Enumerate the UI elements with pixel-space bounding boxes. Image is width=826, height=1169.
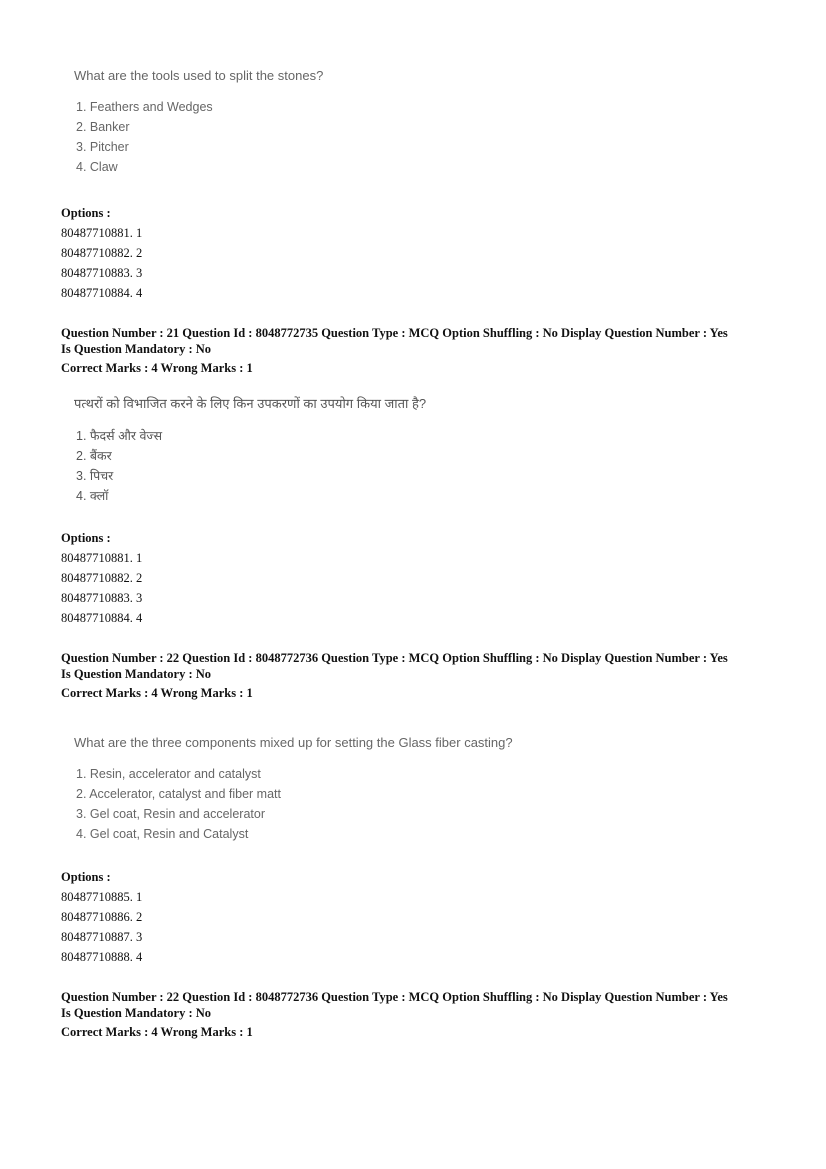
option-row: 80487710883. 3 <box>61 266 143 280</box>
question-choices <box>74 426 426 506</box>
choice-item: 4. क्लॉ <box>76 489 109 503</box>
options-list <box>61 529 801 628</box>
question-marks: Correct Marks : 4 Wrong Marks : 1 <box>61 361 253 375</box>
question-meta-line: Question Number : 22 Question Id : 8048772736 Question Type : MCQ Option Shuffling : No Display Question Number : Yes <box>61 990 728 1004</box>
options-label: Options : <box>61 870 111 884</box>
choice-item: 3. पिचर <box>76 469 114 483</box>
choice-item: 3. Gel coat, Resin and accelerator <box>76 807 265 821</box>
option-row: 80487710884. 4 <box>61 611 143 625</box>
choice-item: 4. Claw <box>76 160 118 174</box>
question-header <box>61 326 801 376</box>
question-header <box>61 990 801 1040</box>
question-image <box>74 735 513 844</box>
choice-item: 2. Banker <box>76 120 130 134</box>
question-image <box>74 68 323 177</box>
question-meta-line: Question Number : 22 Question Id : 8048772736 Question Type : MCQ Option Shuffling : No Display Question Number : Yes <box>61 651 728 665</box>
question-mandatory: Is Question Mandatory : No <box>61 1005 212 1020</box>
option-row: 80487710888. 4 <box>61 950 143 964</box>
choice-item: 3. Pitcher <box>76 140 129 154</box>
option-row: 80487710886. 2 <box>61 910 143 924</box>
question-marks: Correct Marks : 4 Wrong Marks : 1 <box>61 1025 253 1039</box>
question-stem: पत्थरों को विभाजित करने के लिए किन उपकरणों का उपयोग किया जाता है? <box>74 396 427 411</box>
option-row: 80487710882. 2 <box>61 246 143 260</box>
question-stem: What are the tools used to split the stones? <box>74 68 324 83</box>
choice-item: 2. बैंकर <box>76 449 112 463</box>
question-marks: Correct Marks : 4 Wrong Marks : 1 <box>61 686 253 700</box>
question-stem: What are the three components mixed up for setting the Glass fiber casting? <box>74 735 513 750</box>
question-header <box>61 651 801 701</box>
option-row: 80487710887. 3 <box>61 930 143 944</box>
options-list <box>61 204 801 303</box>
choice-item: 4. Gel coat, Resin and Catalyst <box>76 827 249 841</box>
question-mandatory: Is Question Mandatory : No <box>61 666 212 681</box>
option-row: 80487710881. 1 <box>61 551 143 565</box>
option-row: 80487710883. 3 <box>61 591 143 605</box>
options-list <box>61 868 801 967</box>
question-choices <box>74 764 513 844</box>
option-row: 80487710884. 4 <box>61 286 143 300</box>
option-row: 80487710885. 1 <box>61 890 143 904</box>
question-mandatory: Is Question Mandatory : No <box>61 341 212 356</box>
choice-item: 1. Feathers and Wedges <box>76 100 213 114</box>
options-label: Options : <box>61 531 111 545</box>
question-choices <box>74 97 323 177</box>
question-meta-line: Question Number : 21 Question Id : 8048772735 Question Type : MCQ Option Shuffling : No Display Question Number : Yes <box>61 326 728 340</box>
option-row: 80487710882. 2 <box>61 571 143 585</box>
choice-item: 1. फैदर्स और वेज्स <box>76 429 163 443</box>
options-label: Options : <box>61 206 111 220</box>
choice-item: 2. Accelerator, catalyst and fiber matt <box>76 787 281 801</box>
choice-item: 1. Resin, accelerator and catalyst <box>76 767 261 781</box>
option-row: 80487710881. 1 <box>61 226 143 240</box>
question-image <box>74 394 426 506</box>
